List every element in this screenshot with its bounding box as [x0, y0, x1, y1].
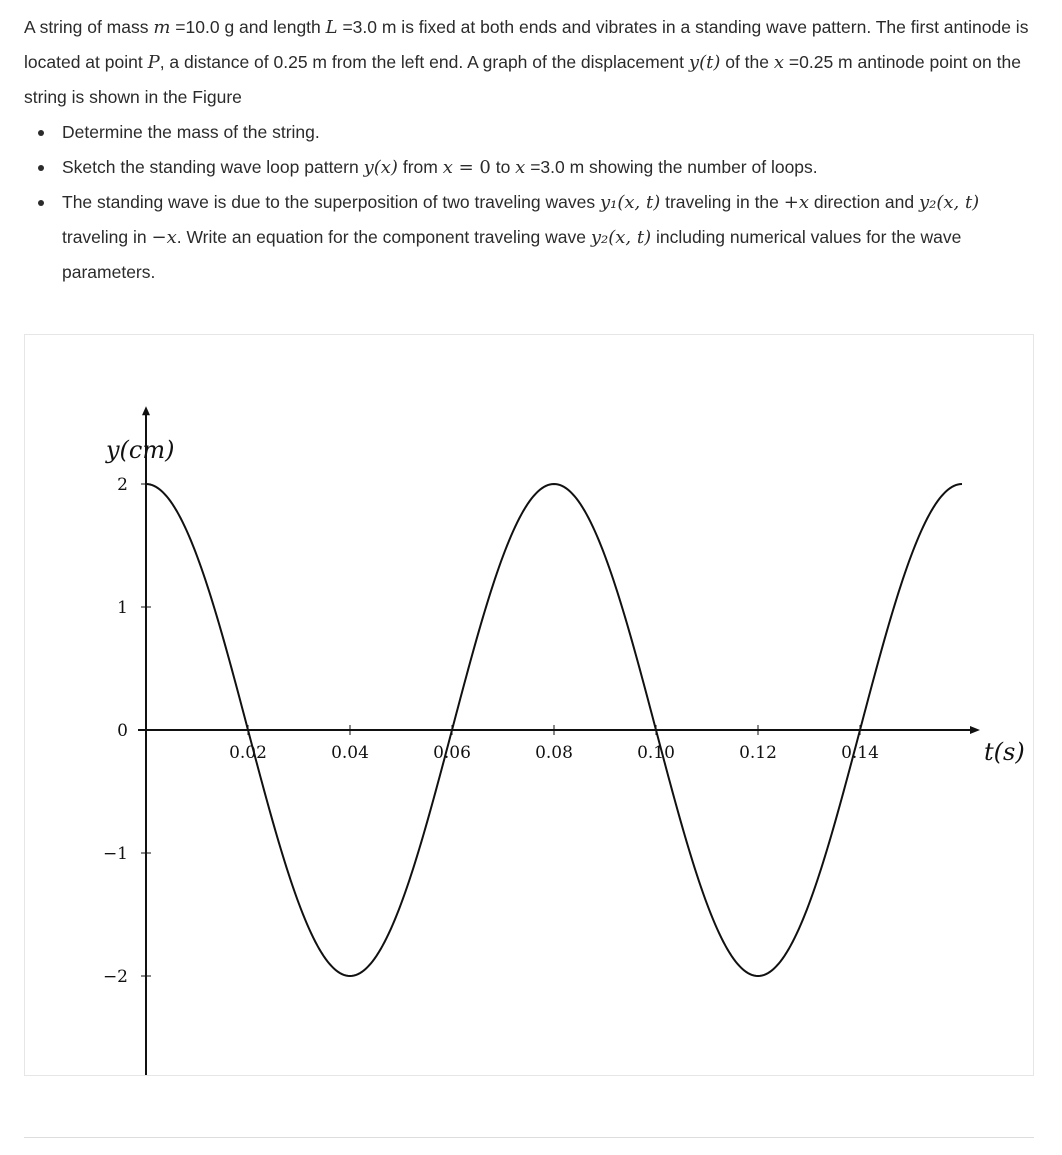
y-tick-label: −2	[102, 967, 128, 987]
x-tick-label: 0.02	[229, 743, 267, 763]
x-axis-label: t(s)	[984, 738, 1025, 766]
intro-text-1: A string of mass	[24, 17, 154, 37]
point-symbol: P	[147, 52, 160, 73]
y-tick-label: 2	[117, 475, 128, 495]
mass-symbol: m	[153, 17, 171, 38]
displacement-symbol: y(t)	[688, 52, 721, 73]
y2-symbol: y₂(x, t)	[590, 227, 652, 248]
x-tick-label: 0.14	[841, 743, 879, 763]
intro-text-4: , a distance of 0.25 m from the left end. A graph of the displacement	[159, 52, 689, 72]
y-tick-label: −1	[102, 844, 128, 864]
y-axis-arrow-up	[142, 406, 150, 415]
task-list	[24, 115, 1038, 290]
y-tick-label: 0	[117, 721, 128, 741]
task-2-text-3: to	[490, 157, 516, 177]
task-3-text-2: traveling in the	[660, 192, 784, 212]
task-1-text: Determine the mass of the string.	[62, 122, 320, 142]
task-item-mass	[62, 115, 1038, 150]
x-tick-label: 0.10	[637, 743, 675, 763]
x-symbol: x	[442, 157, 453, 178]
length-symbol: L	[325, 17, 338, 38]
task-item-equation	[62, 185, 1038, 290]
problem-text	[24, 10, 1038, 290]
plus-x-symbol: +x	[783, 192, 809, 213]
x-tick-label: 0.12	[739, 743, 777, 763]
problem-intro	[24, 10, 1038, 115]
task-3-text-3: direction and	[809, 192, 919, 212]
task-3-text-5: . Write an equation for the component traveling wave	[176, 227, 591, 247]
x-tick-label: 0.06	[433, 743, 471, 763]
task-3-text-1: The standing wave is due to the superposition of two traveling waves	[62, 192, 600, 212]
x-tick-label: 0.08	[535, 743, 573, 763]
task-2-text-1: Sketch the standing wave loop pattern	[62, 157, 364, 177]
eq-zero: = 0	[452, 157, 491, 178]
intro-text-2: =10.0 g and length	[170, 17, 326, 37]
task-2-text-2: from	[397, 157, 443, 177]
x-symbol: x	[515, 157, 526, 178]
chart-axes	[138, 406, 980, 1075]
intro-text-3: =3.0 m is fixed at both ends and vibrates in a standing wave pattern. The first antinode is located at point	[24, 17, 1029, 72]
task-3-text-6: including numerical values for the wave parameters.	[62, 227, 962, 282]
x-symbol: x	[773, 52, 785, 73]
y-axis-label: y(cm)	[106, 436, 175, 465]
task-2-text-4: =3.0 m showing the number of loops.	[525, 157, 818, 177]
y1-symbol: y₁(x, t)	[599, 192, 661, 213]
x-tick-label: 0.04	[331, 743, 369, 763]
task-3-text-4: traveling in	[62, 227, 152, 247]
displacement-chart	[25, 335, 1033, 1075]
y2-symbol: y₂(x, t)	[918, 192, 980, 213]
minus-x-symbol: −x	[151, 227, 177, 248]
intro-text-6: =0.25 m antinode point on the string is shown in the Figure	[24, 52, 1021, 107]
task-item-sketch	[62, 150, 1038, 185]
figure-box	[24, 334, 1034, 1076]
bottom-divider	[24, 1137, 1034, 1138]
y-tick-label: 1	[117, 598, 128, 618]
yx-symbol: y(x)	[363, 157, 398, 178]
intro-text-5: of the	[720, 52, 774, 72]
x-axis-arrow	[970, 726, 980, 734]
